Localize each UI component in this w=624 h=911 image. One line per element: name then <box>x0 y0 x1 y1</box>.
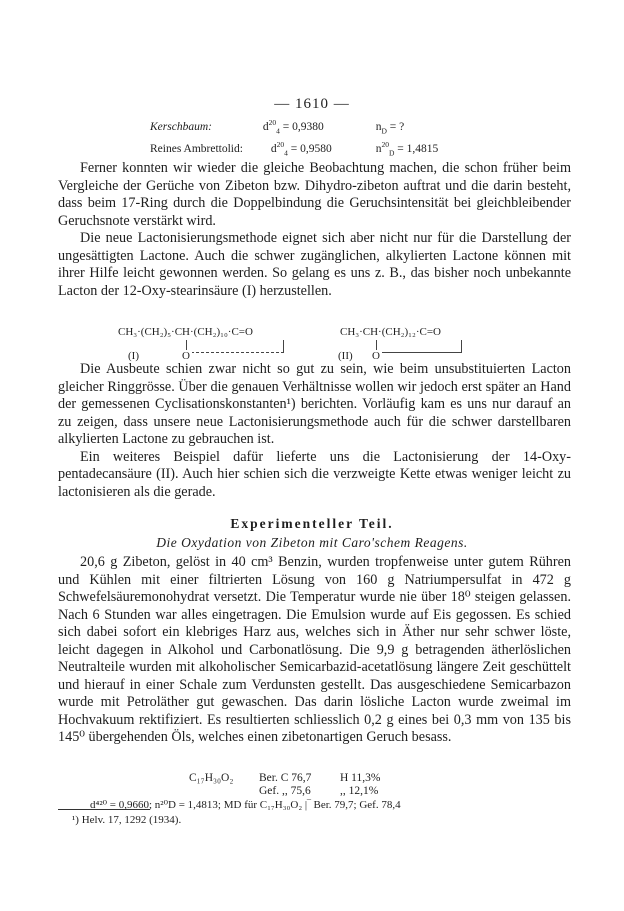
analysis-calculated-h: H 11,3% <box>340 772 381 784</box>
paragraph-example: Ein weiteres Beispiel dafür lieferte uns die Lactonisierung der 14-Oxy-pentadecansäure (II). Auch hier schien sich die verzweigte Kette etwas weniger leicht zu lactonisieren als die gerade. <box>58 448 571 500</box>
formula-II-chain: CH₃·CH·(CH₂)₁₂·C=O <box>340 326 441 338</box>
body-text-2 <box>58 361 571 501</box>
paragraph-lactonisation: Die neue Lactonisierungsmethode eignet sich aber nicht nur für die Darstellung der ungesättigten Lactone. Auch die schwer zugänglichen, alkylierten Lactone können mit ihrer Hilfe leicht gewonnen werden. So gelang es uns z. B., das bisher noch unbekannte Lacton der 12-Oxy-stearinsäure (I) herzustellen. <box>58 230 571 299</box>
formula-I-chain: CH₃·(CH₂)₅·CH·(CH₂)₁₀·C=O <box>118 326 253 338</box>
footnote: ¹) Helv. 17, 1292 (1934). <box>72 814 182 826</box>
paragraph-experimental: 20,6 g Zibeton, gelöst in 40 cm³ Benzin, wurden tropfenweise unter gutem Rühren und Kühlen mit einer filtrierten Lösung von 160 g Natriumpersulfat in 472 g Schwefelsäuremonohydrat versetzt. Die Temperatur wurde nie über 18⁰ steigen gelassen. Nach 6 Stunden war alles eingetragen. Die Emulsion wurde auf Eis gegossen. Es schied sich dabei sofort ein klebriges Harz aus, welches sich in Äther nur sehr schwer löste, leicht dagegen in Alkohol und Carbonatlösung. Die 9,9 g betragenden ätherlöslichen Neutralteile wurden mit alkoholischer Semicarbazid-acetatlösung längere Zeit geschüttelt und hierauf in einer Schale zum Verdunsten gestellt. Das ausgeschiedene Semicarbazon wurde mit Petroläther gut gewaschen. Das darin lösliche Lacton wurde zweimal im Hochvakuum rektifiziert. Es resultierten schliesslich 0,2 g eines bei 0,3 mm von 135 bis 145⁰ übergehenden Öls, welches einen zibetonartigen Geruch besass. <box>58 554 571 745</box>
density-symbol: $d^{20}_4 = 0,9380$ <box>262 118 324 136</box>
paragraph-yield: Die Ausbeute schien zwar nicht so gut zu sein, wie beim unsubstituierten Lacton gleicher Ringgrösse. Über die genauen Verhältnisse wollen wir jedoch erst später an Hand der gemessenen Cyclisationskonstanten¹) berichten. Vorläufig kam es uns nur darauf an zu zeigen, dass unsere neue Lactonisierungsmethode auch für die schwer darstellbaren alkylierten Lactone zu gebrauchen ist. <box>58 361 571 447</box>
formula-II <box>340 326 490 366</box>
formula-I <box>118 326 308 366</box>
analysis-calculated: Ber. C 76,7 <box>259 772 312 784</box>
constant-row-kerschbaum <box>150 118 405 136</box>
compound-name: Kerschbaum: <box>150 121 212 133</box>
formula-II-bridge <box>376 340 462 353</box>
refractive-index: $n^{20}_D = 1,4815$ <box>375 140 439 158</box>
section-subheading: Die Oxydation von Zibeton mit Caro'schem Reagens. <box>156 535 468 550</box>
constant-row-ambrettolid <box>150 140 439 158</box>
analysis-found-h: ,, 12,1% <box>340 785 379 797</box>
analysis-found: Gef. ,, 75,6 <box>259 785 311 797</box>
formula-I-bridge <box>186 340 284 353</box>
refractive-index: $n_D$ = ? <box>375 121 405 136</box>
formula-I-oxygen: O <box>182 350 190 362</box>
paragraph-observation: Ferner konnten wir wieder die gleiche Beobachtung machen, die schon früher beim Vergleiche der Gerüche von Zibeton bzw. Dihydro-zibeton auftrat und die darin besteht, dass beim 17-Ring durch die Doppelbindung die Geruchsintensität bei gleichbleibender Geruchsnote verstärkt wird. <box>58 160 571 229</box>
body-text-3 <box>58 554 571 747</box>
physical-constants-line: d⁴²⁰ = 0,9660; n²⁰D = 1,4813; MD für C₁₇H₃₀O₂ |‾ Ber. 79,7; Gef. 78,4 <box>90 799 401 811</box>
section-heading: Experimenteller Teil. <box>230 516 394 531</box>
footnote-rule <box>58 809 150 810</box>
analysis-formula: C₁₇H₃₀O₂ <box>189 772 234 784</box>
formula-II-oxygen: O <box>372 350 380 362</box>
body-text-1 <box>58 160 571 300</box>
compound-name: Reines Ambrettolid: <box>150 143 243 155</box>
density-symbol: $d^{20}_4 = 0,9580$ <box>270 140 332 158</box>
page-number: — 1610 — <box>274 96 350 112</box>
formula-I-label: (I) <box>128 350 139 362</box>
formula-II-label: (II) <box>338 350 353 362</box>
